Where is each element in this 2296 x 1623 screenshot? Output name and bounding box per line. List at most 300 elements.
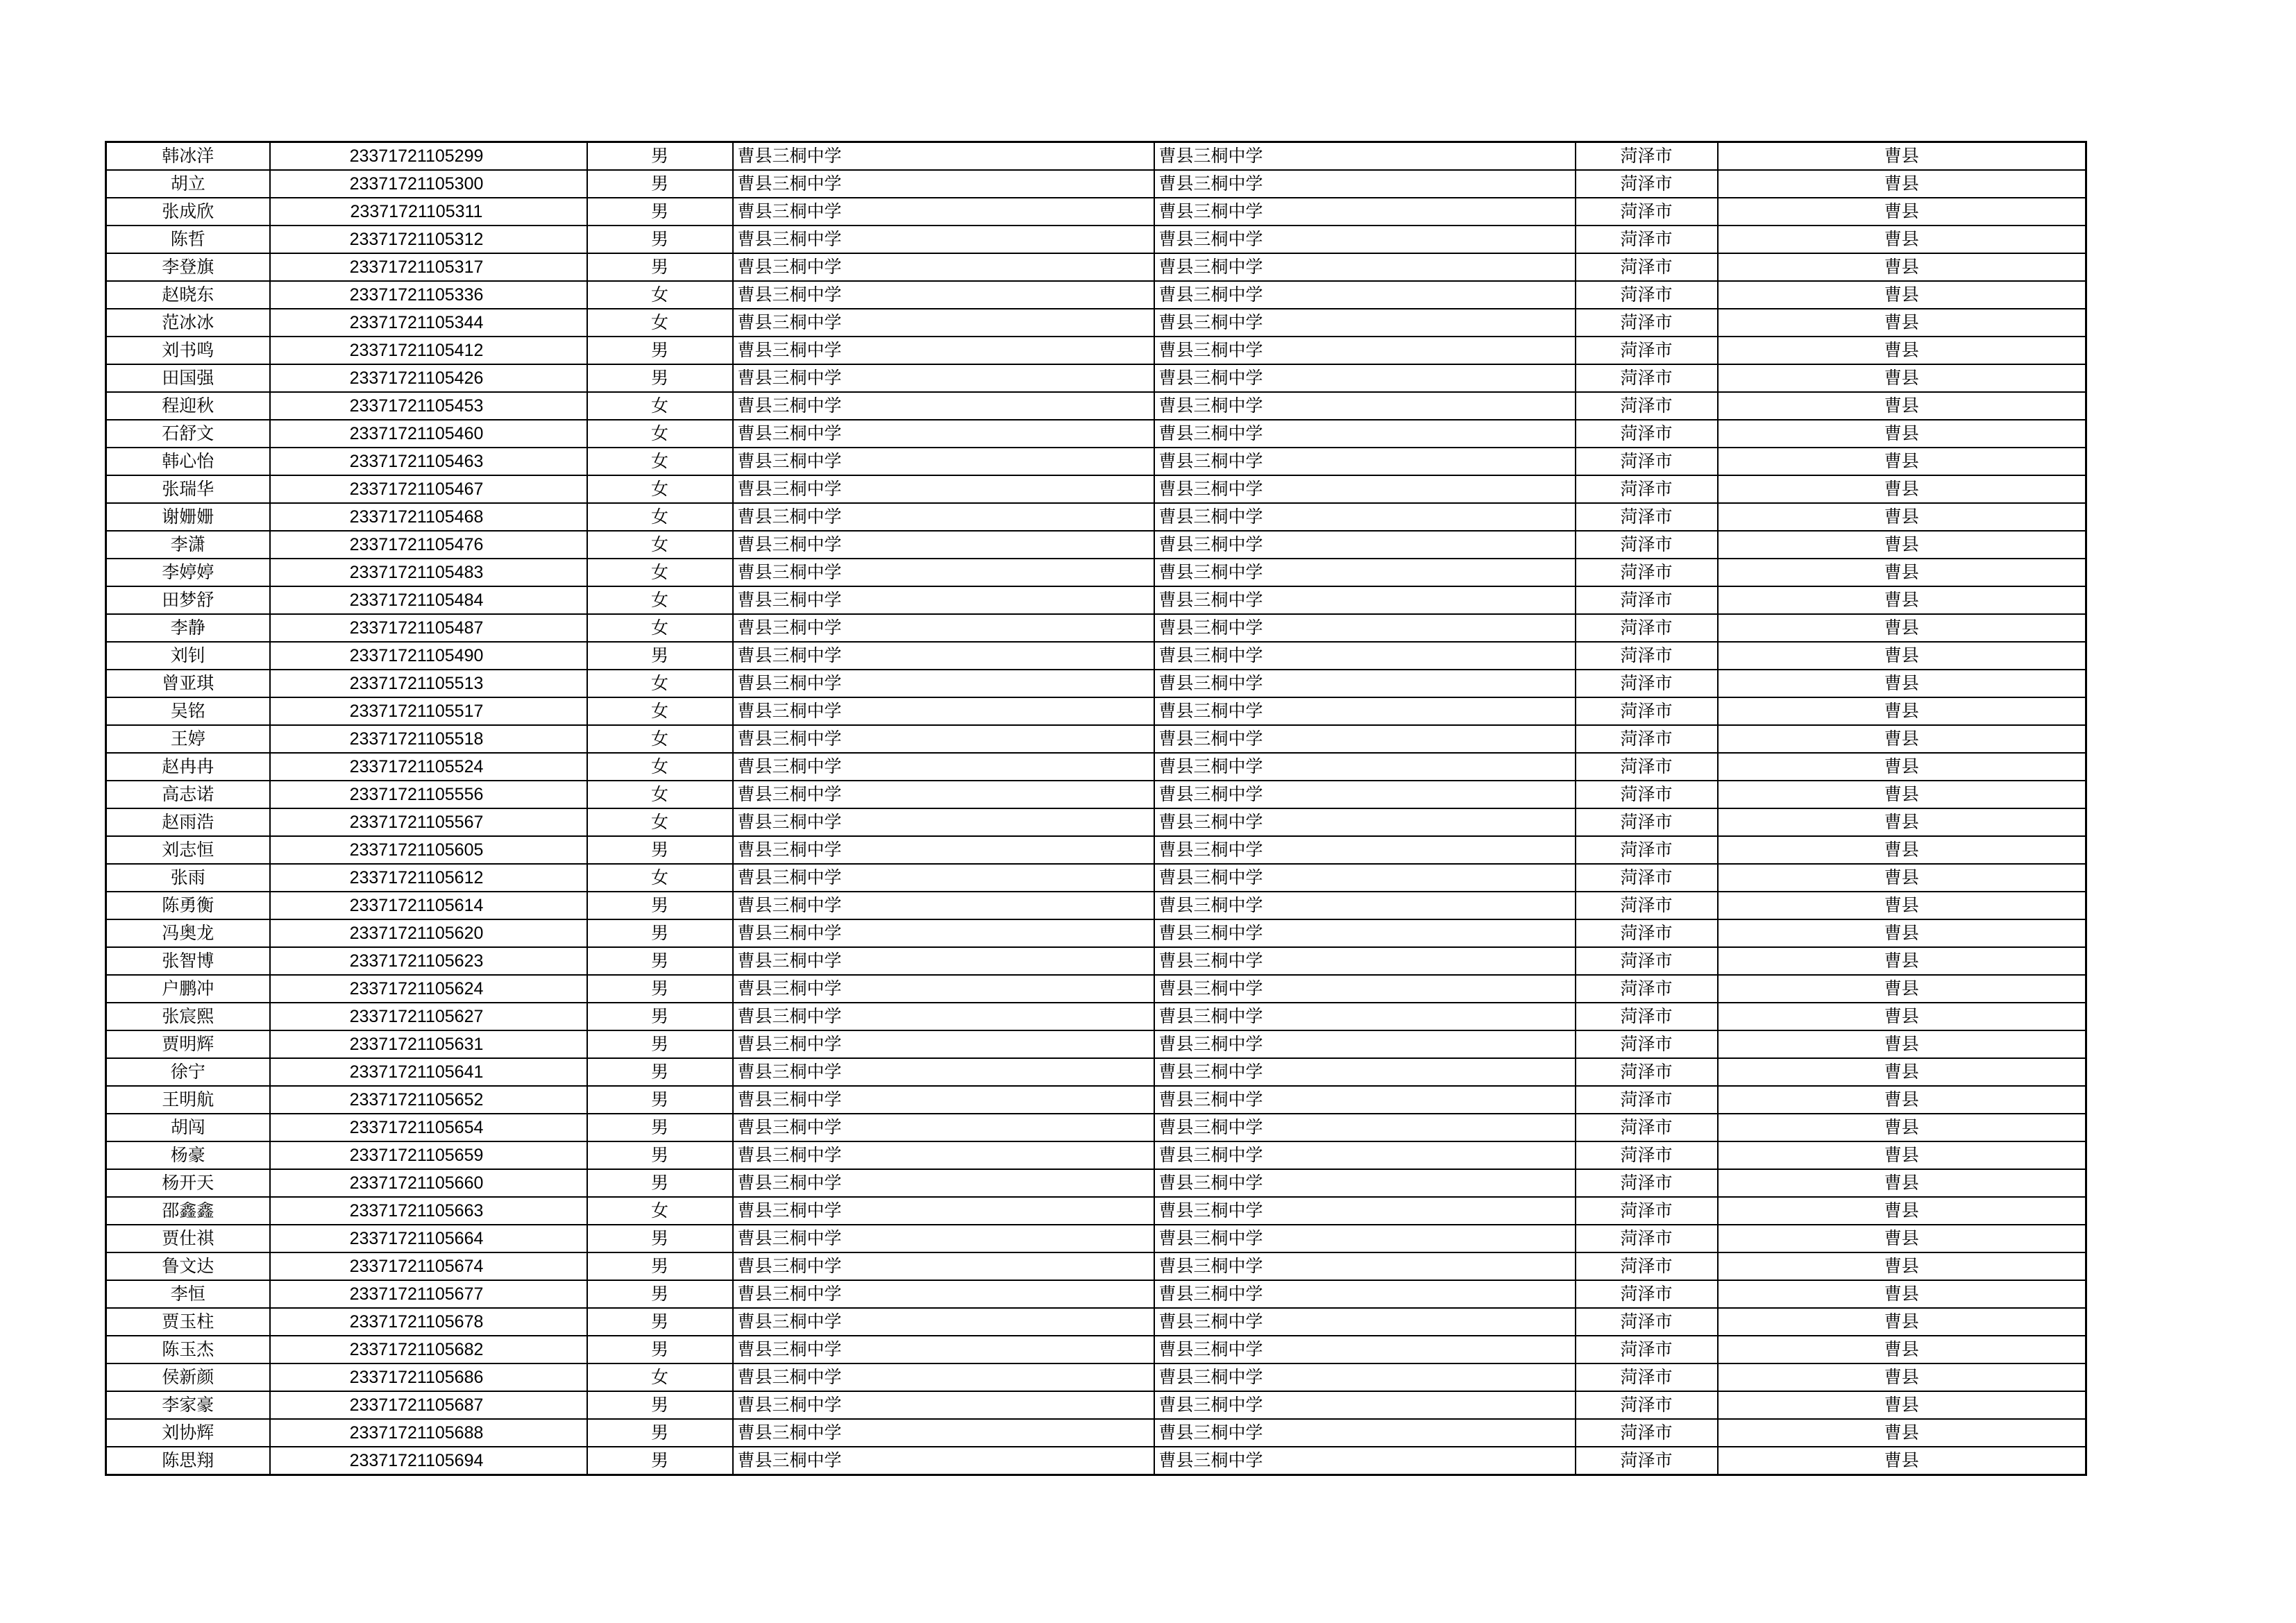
table-row [106,725,2086,753]
school-cell: 曹县三桐中学 [733,170,1154,198]
county-cell: 曹县 [1718,614,2086,642]
exam-id-cell: 23371721105641 [270,1058,587,1086]
gender-cell: 男 [587,1391,733,1419]
exam-site-cell: 曹县三桐中学 [1154,781,1576,808]
city-cell: 菏泽市 [1576,253,1718,281]
county-cell: 曹县 [1718,1169,2086,1197]
exam-id-cell: 23371721105567 [270,808,587,836]
gender-cell: 男 [587,337,733,364]
city-cell: 菏泽市 [1576,1114,1718,1141]
city-cell: 菏泽市 [1576,1280,1718,1308]
student-name-cell: 李登旗 [106,253,270,281]
school-cell: 曹县三桐中学 [733,697,1154,725]
city-cell: 菏泽市 [1576,309,1718,337]
gender-cell: 女 [587,781,733,808]
county-cell: 曹县 [1718,1391,2086,1419]
city-cell: 菏泽市 [1576,1391,1718,1419]
student-name-cell: 杨豪 [106,1141,270,1169]
exam-id-cell: 23371721105688 [270,1419,587,1447]
exam-id-cell: 23371721105605 [270,836,587,864]
county-cell: 曹县 [1718,1030,2086,1058]
exam-id-cell: 23371721105513 [270,670,587,697]
table-row [106,142,2086,171]
gender-cell: 男 [587,226,733,253]
exam-id-cell: 23371721105654 [270,1114,587,1141]
county-cell: 曹县 [1718,919,2086,947]
exam-site-cell: 曹县三桐中学 [1154,1336,1576,1363]
exam-id-cell: 23371721105686 [270,1363,587,1391]
exam-site-cell: 曹县三桐中学 [1154,226,1576,253]
student-name-cell: 赵晓东 [106,281,270,309]
city-cell: 菏泽市 [1576,947,1718,975]
gender-cell: 男 [587,142,733,171]
exam-id-cell: 23371721105627 [270,1003,587,1030]
student-name-cell: 刘书鸣 [106,337,270,364]
gender-cell: 女 [587,309,733,337]
exam-id-cell: 23371721105412 [270,337,587,364]
gender-cell: 女 [587,392,733,420]
school-cell: 曹县三桐中学 [733,864,1154,892]
school-cell: 曹县三桐中学 [733,364,1154,392]
exam-site-cell: 曹县三桐中学 [1154,892,1576,919]
county-cell: 曹县 [1718,448,2086,475]
gender-cell: 女 [587,725,733,753]
exam-site-cell: 曹县三桐中学 [1154,198,1576,226]
school-cell: 曹县三桐中学 [733,503,1154,531]
county-cell: 曹县 [1718,1419,2086,1447]
city-cell: 菏泽市 [1576,892,1718,919]
table-row [106,1114,2086,1141]
student-name-cell: 田梦舒 [106,586,270,614]
school-cell: 曹县三桐中学 [733,808,1154,836]
county-cell: 曹县 [1718,642,2086,670]
exam-site-cell: 曹县三桐中学 [1154,1003,1576,1030]
school-cell: 曹县三桐中学 [733,1447,1154,1475]
exam-id-cell: 23371721105631 [270,1030,587,1058]
table-row [106,1447,2086,1475]
city-cell: 菏泽市 [1576,559,1718,586]
city-cell: 菏泽市 [1576,448,1718,475]
exam-site-cell: 曹县三桐中学 [1154,1141,1576,1169]
gender-cell: 男 [587,892,733,919]
school-cell: 曹县三桐中学 [733,781,1154,808]
county-cell: 曹县 [1718,697,2086,725]
school-cell: 曹县三桐中学 [733,947,1154,975]
exam-id-cell: 23371721105460 [270,420,587,448]
student-roster-table [105,141,2087,1476]
gender-cell: 女 [587,753,733,781]
gender-cell: 男 [587,1419,733,1447]
city-cell: 菏泽市 [1576,753,1718,781]
table-row [106,864,2086,892]
gender-cell: 男 [587,1280,733,1308]
city-cell: 菏泽市 [1576,1363,1718,1391]
city-cell: 菏泽市 [1576,1336,1718,1363]
table-row [106,531,2086,559]
table-row [106,975,2086,1003]
table-row [106,1363,2086,1391]
school-cell: 曹县三桐中学 [733,836,1154,864]
student-name-cell: 李婷婷 [106,559,270,586]
exam-id-cell: 23371721105490 [270,642,587,670]
student-name-cell: 韩冰洋 [106,142,270,171]
exam-site-cell: 曹县三桐中学 [1154,975,1576,1003]
county-cell: 曹县 [1718,836,2086,864]
exam-site-cell: 曹县三桐中学 [1154,170,1576,198]
table-row [106,281,2086,309]
table-row [106,1030,2086,1058]
exam-id-cell: 23371721105620 [270,919,587,947]
exam-id-cell: 23371721105300 [270,170,587,198]
gender-cell: 男 [587,1169,733,1197]
exam-site-cell: 曹县三桐中学 [1154,1363,1576,1391]
table-row [106,1336,2086,1363]
county-cell: 曹县 [1718,753,2086,781]
exam-id-cell: 23371721105524 [270,753,587,781]
student-name-cell: 张宸熙 [106,1003,270,1030]
city-cell: 菏泽市 [1576,392,1718,420]
student-name-cell: 侯新颜 [106,1363,270,1391]
gender-cell: 男 [587,1447,733,1475]
city-cell: 菏泽市 [1576,1308,1718,1336]
student-name-cell: 王婷 [106,725,270,753]
student-name-cell: 李潇 [106,531,270,559]
exam-site-cell: 曹县三桐中学 [1154,1280,1576,1308]
exam-site-cell: 曹县三桐中学 [1154,808,1576,836]
county-cell: 曹县 [1718,531,2086,559]
student-name-cell: 张瑞华 [106,475,270,503]
roster-body [106,142,2086,1475]
gender-cell: 男 [587,1058,733,1086]
gender-cell: 女 [587,614,733,642]
city-cell: 菏泽市 [1576,531,1718,559]
city-cell: 菏泽市 [1576,586,1718,614]
table-row [106,1058,2086,1086]
county-cell: 曹县 [1718,947,2086,975]
exam-site-cell: 曹县三桐中学 [1154,1086,1576,1114]
exam-site-cell: 曹县三桐中学 [1154,364,1576,392]
city-cell: 菏泽市 [1576,836,1718,864]
table-row [106,892,2086,919]
exam-site-cell: 曹县三桐中学 [1154,1169,1576,1197]
table-row [106,1419,2086,1447]
exam-site-cell: 曹县三桐中学 [1154,1058,1576,1086]
exam-site-cell: 曹县三桐中学 [1154,919,1576,947]
table-row [106,392,2086,420]
school-cell: 曹县三桐中学 [733,1086,1154,1114]
exam-id-cell: 23371721105612 [270,864,587,892]
exam-site-cell: 曹县三桐中学 [1154,697,1576,725]
county-cell: 曹县 [1718,670,2086,697]
gender-cell: 女 [587,864,733,892]
county-cell: 曹县 [1718,1336,2086,1363]
county-cell: 曹县 [1718,1003,2086,1030]
county-cell: 曹县 [1718,281,2086,309]
exam-id-cell: 23371721105344 [270,309,587,337]
student-name-cell: 张智博 [106,947,270,975]
school-cell: 曹县三桐中学 [733,586,1154,614]
table-row [106,614,2086,642]
gender-cell: 女 [587,586,733,614]
student-name-cell: 赵雨浩 [106,808,270,836]
exam-site-cell: 曹县三桐中学 [1154,1114,1576,1141]
gender-cell: 男 [587,1030,733,1058]
table-row [106,1086,2086,1114]
city-cell: 菏泽市 [1576,642,1718,670]
exam-site-cell: 曹县三桐中学 [1154,1308,1576,1336]
student-name-cell: 陈玉杰 [106,1336,270,1363]
exam-id-cell: 23371721105483 [270,559,587,586]
table-row [106,1391,2086,1419]
table-row [106,1308,2086,1336]
gender-cell: 女 [587,475,733,503]
student-name-cell: 李恒 [106,1280,270,1308]
county-cell: 曹县 [1718,170,2086,198]
school-cell: 曹县三桐中学 [733,919,1154,947]
exam-id-cell: 23371721105317 [270,253,587,281]
county-cell: 曹县 [1718,559,2086,586]
exam-site-cell: 曹县三桐中学 [1154,1447,1576,1475]
school-cell: 曹县三桐中学 [733,1252,1154,1280]
city-cell: 菏泽市 [1576,864,1718,892]
gender-cell: 男 [587,836,733,864]
exam-id-cell: 23371721105312 [270,226,587,253]
table-row [106,559,2086,586]
student-name-cell: 徐宁 [106,1058,270,1086]
county-cell: 曹县 [1718,781,2086,808]
city-cell: 菏泽市 [1576,1252,1718,1280]
city-cell: 菏泽市 [1576,725,1718,753]
exam-site-cell: 曹县三桐中学 [1154,448,1576,475]
table-row [106,697,2086,725]
exam-id-cell: 23371721105453 [270,392,587,420]
exam-id-cell: 23371721105614 [270,892,587,919]
county-cell: 曹县 [1718,503,2086,531]
school-cell: 曹县三桐中学 [733,642,1154,670]
gender-cell: 女 [587,1363,733,1391]
city-cell: 菏泽市 [1576,1225,1718,1252]
student-name-cell: 刘协辉 [106,1419,270,1447]
student-name-cell: 石舒文 [106,420,270,448]
table-row [106,226,2086,253]
county-cell: 曹县 [1718,1086,2086,1114]
exam-id-cell: 23371721105556 [270,781,587,808]
student-name-cell: 高志诺 [106,781,270,808]
county-cell: 曹县 [1718,392,2086,420]
exam-site-cell: 曹县三桐中学 [1154,947,1576,975]
school-cell: 曹县三桐中学 [733,392,1154,420]
student-name-cell: 张成欣 [106,198,270,226]
city-cell: 菏泽市 [1576,1447,1718,1475]
exam-site-cell: 曹县三桐中学 [1154,1225,1576,1252]
city-cell: 菏泽市 [1576,420,1718,448]
table-row [106,198,2086,226]
county-cell: 曹县 [1718,1280,2086,1308]
city-cell: 菏泽市 [1576,808,1718,836]
gender-cell: 男 [587,1086,733,1114]
county-cell: 曹县 [1718,142,2086,171]
county-cell: 曹县 [1718,1058,2086,1086]
student-name-cell: 陈哲 [106,226,270,253]
county-cell: 曹县 [1718,253,2086,281]
table-row [106,170,2086,198]
gender-cell: 男 [587,642,733,670]
city-cell: 菏泽市 [1576,614,1718,642]
exam-site-cell: 曹县三桐中学 [1154,420,1576,448]
exam-id-cell: 23371721105468 [270,503,587,531]
city-cell: 菏泽市 [1576,198,1718,226]
county-cell: 曹县 [1718,364,2086,392]
gender-cell: 女 [587,808,733,836]
city-cell: 菏泽市 [1576,364,1718,392]
exam-id-cell: 23371721105336 [270,281,587,309]
city-cell: 菏泽市 [1576,1003,1718,1030]
city-cell: 菏泽市 [1576,475,1718,503]
city-cell: 菏泽市 [1576,975,1718,1003]
school-cell: 曹县三桐中学 [733,1114,1154,1141]
student-name-cell: 贾玉柱 [106,1308,270,1336]
gender-cell: 男 [587,253,733,281]
exam-site-cell: 曹县三桐中学 [1154,1391,1576,1419]
exam-id-cell: 23371721105659 [270,1141,587,1169]
exam-site-cell: 曹县三桐中学 [1154,281,1576,309]
student-name-cell: 鲁文达 [106,1252,270,1280]
county-cell: 曹县 [1718,1141,2086,1169]
exam-id-cell: 23371721105663 [270,1197,587,1225]
gender-cell: 男 [587,198,733,226]
gender-cell: 男 [587,947,733,975]
exam-site-cell: 曹县三桐中学 [1154,559,1576,586]
school-cell: 曹县三桐中学 [733,475,1154,503]
table-row [106,919,2086,947]
student-name-cell: 户鹏冲 [106,975,270,1003]
student-name-cell: 田国强 [106,364,270,392]
county-cell: 曹县 [1718,892,2086,919]
exam-site-cell: 曹县三桐中学 [1154,337,1576,364]
county-cell: 曹县 [1718,586,2086,614]
student-name-cell: 胡立 [106,170,270,198]
student-name-cell: 胡闯 [106,1114,270,1141]
gender-cell: 男 [587,975,733,1003]
table-row [106,1003,2086,1030]
table-row [106,1141,2086,1169]
county-cell: 曹县 [1718,198,2086,226]
gender-cell: 女 [587,1197,733,1225]
exam-id-cell: 23371721105299 [270,142,587,171]
table-row [106,364,2086,392]
exam-site-cell: 曹县三桐中学 [1154,475,1576,503]
school-cell: 曹县三桐中学 [733,725,1154,753]
city-cell: 菏泽市 [1576,1086,1718,1114]
county-cell: 曹县 [1718,864,2086,892]
table-row [106,475,2086,503]
school-cell: 曹县三桐中学 [733,420,1154,448]
school-cell: 曹县三桐中学 [733,1308,1154,1336]
gender-cell: 男 [587,1225,733,1252]
exam-site-cell: 曹县三桐中学 [1154,531,1576,559]
city-cell: 菏泽市 [1576,226,1718,253]
table-row [106,503,2086,531]
gender-cell: 女 [587,559,733,586]
student-name-cell: 贾仕祺 [106,1225,270,1252]
gender-cell: 男 [587,1141,733,1169]
student-name-cell: 韩心怡 [106,448,270,475]
county-cell: 曹县 [1718,1197,2086,1225]
exam-id-cell: 23371721105517 [270,697,587,725]
exam-site-cell: 曹县三桐中学 [1154,1030,1576,1058]
student-name-cell: 刘钊 [106,642,270,670]
school-cell: 曹县三桐中学 [733,1030,1154,1058]
school-cell: 曹县三桐中学 [733,559,1154,586]
student-name-cell: 冯奥龙 [106,919,270,947]
table-row [106,642,2086,670]
exam-id-cell: 23371721105624 [270,975,587,1003]
school-cell: 曹县三桐中学 [733,198,1154,226]
school-cell: 曹县三桐中学 [733,1225,1154,1252]
school-cell: 曹县三桐中学 [733,1419,1154,1447]
exam-id-cell: 23371721105311 [270,198,587,226]
exam-id-cell: 23371721105682 [270,1336,587,1363]
student-name-cell: 谢姗姗 [106,503,270,531]
school-cell: 曹县三桐中学 [733,226,1154,253]
table-row [106,1252,2086,1280]
student-name-cell: 张雨 [106,864,270,892]
county-cell: 曹县 [1718,337,2086,364]
school-cell: 曹县三桐中学 [733,448,1154,475]
county-cell: 曹县 [1718,975,2086,1003]
student-name-cell: 吴铭 [106,697,270,725]
county-cell: 曹县 [1718,1363,2086,1391]
city-cell: 菏泽市 [1576,142,1718,171]
exam-id-cell: 23371721105674 [270,1252,587,1280]
school-cell: 曹县三桐中学 [733,1058,1154,1086]
exam-id-cell: 23371721105467 [270,475,587,503]
gender-cell: 男 [587,1252,733,1280]
student-name-cell: 杨开天 [106,1169,270,1197]
school-cell: 曹县三桐中学 [733,1141,1154,1169]
county-cell: 曹县 [1718,475,2086,503]
student-name-cell: 李静 [106,614,270,642]
city-cell: 菏泽市 [1576,1141,1718,1169]
gender-cell: 女 [587,503,733,531]
table-row [106,808,2086,836]
student-name-cell: 李家豪 [106,1391,270,1419]
city-cell: 菏泽市 [1576,919,1718,947]
exam-site-cell: 曹县三桐中学 [1154,392,1576,420]
school-cell: 曹县三桐中学 [733,1197,1154,1225]
city-cell: 菏泽市 [1576,1058,1718,1086]
school-cell: 曹县三桐中学 [733,1280,1154,1308]
table-row [106,448,2086,475]
exam-id-cell: 23371721105660 [270,1169,587,1197]
table-row [106,836,2086,864]
exam-site-cell: 曹县三桐中学 [1154,864,1576,892]
student-name-cell: 陈思翔 [106,1447,270,1475]
county-cell: 曹县 [1718,1225,2086,1252]
table-row [106,1197,2086,1225]
exam-site-cell: 曹县三桐中学 [1154,725,1576,753]
gender-cell: 男 [587,1003,733,1030]
school-cell: 曹县三桐中学 [733,337,1154,364]
exam-id-cell: 23371721105484 [270,586,587,614]
school-cell: 曹县三桐中学 [733,670,1154,697]
exam-site-cell: 曹县三桐中学 [1154,670,1576,697]
exam-site-cell: 曹县三桐中学 [1154,142,1576,171]
city-cell: 菏泽市 [1576,1197,1718,1225]
exam-site-cell: 曹县三桐中学 [1154,642,1576,670]
table-row [106,1280,2086,1308]
exam-id-cell: 23371721105678 [270,1308,587,1336]
